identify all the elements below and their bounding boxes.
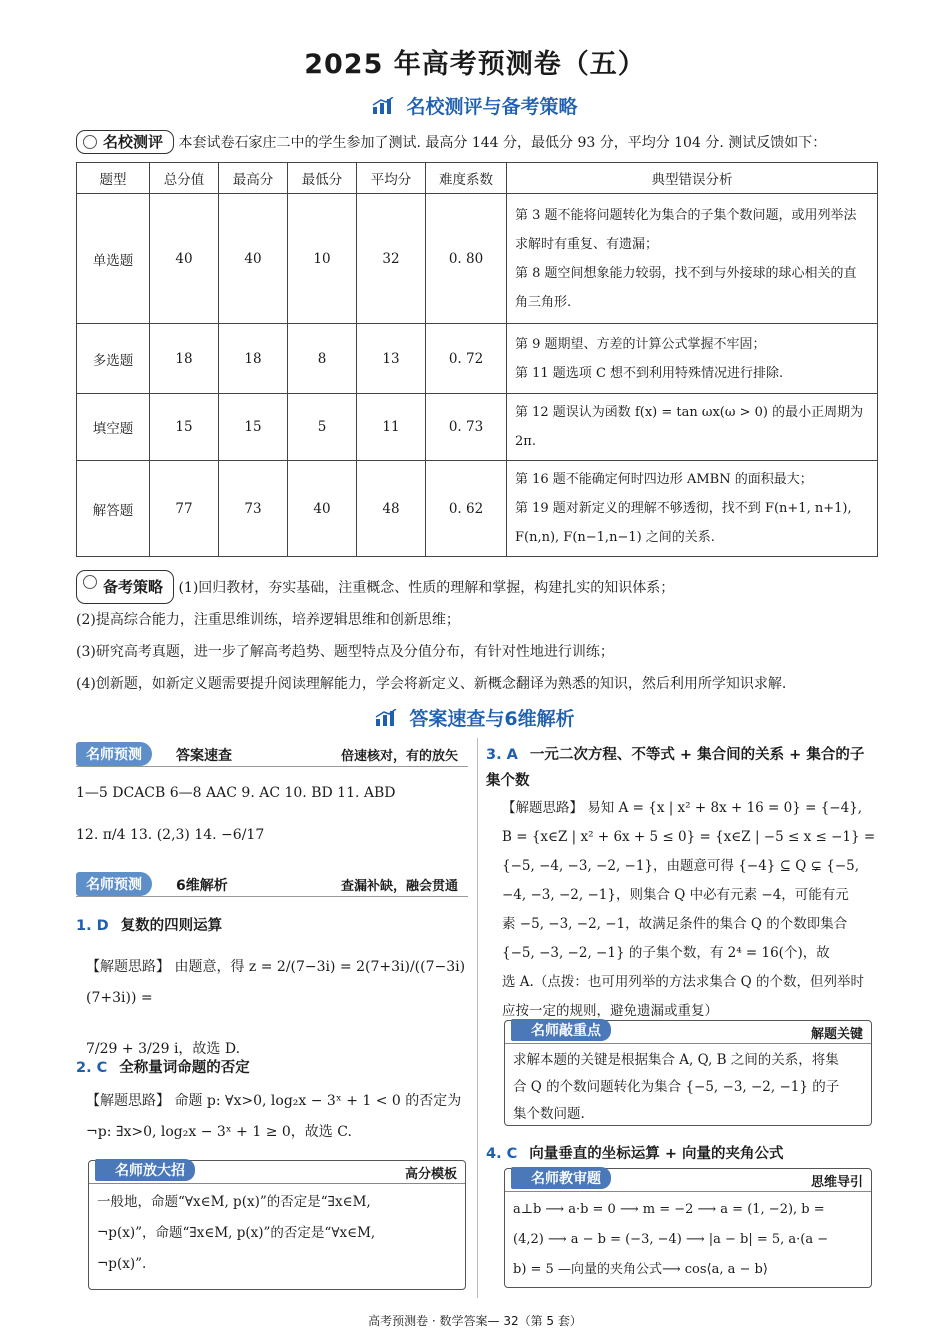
tip-box-header [89, 1161, 465, 1184]
chart-icon [372, 97, 394, 115]
tip-line: a⊥b ⟶ a·b = 0 ⟶ m = −2 ⟶ a = (1, −2), b = [513, 1202, 825, 1217]
tip-box-right: 思维导引 [810, 1175, 863, 1190]
tip-box-name: 名师放大招 [95, 1159, 195, 1181]
analysis-line: 第 16 题不能确定何时四边形 AMBN 的面积最大； [515, 472, 813, 487]
section-title-evaluation [0, 92, 950, 119]
q3-heading [486, 742, 878, 794]
table-header: 题型 [77, 163, 150, 194]
cell-avg: 48 [357, 461, 426, 557]
answers-line-1: 1—5 DCACB 6—8 AAC 9. AC 10. BD 11. ABD [76, 785, 396, 801]
cell-difficulty: 0. 72 [426, 324, 507, 394]
six-pill: 名师预测 [76, 872, 152, 896]
strategy-tag: 备考策略 [76, 570, 174, 604]
cell-type: 单选题 [77, 194, 150, 324]
q3-line: 选 A.（点拨：也可用列举的方法求集合 Q 的个数，但列举时 [502, 974, 864, 990]
cell-max: 18 [219, 324, 288, 394]
q2-topic: 全称量词命题的否定 [119, 1060, 250, 1076]
q4-topic: 向量垂直的坐标运算 + 向量的夹角公式 [529, 1146, 784, 1162]
cell-min: 8 [288, 324, 357, 394]
cell-analysis [507, 394, 878, 461]
q4-number: 4. C [486, 1146, 518, 1162]
tip-box-qiao [504, 1020, 872, 1126]
cell-avg: 11 [357, 394, 426, 461]
q3-line: 【解题思路】 易知 A = {x | x² + 8x + 16 = 0} = {−4}, [502, 800, 863, 816]
q3-line: B = {x∈Z | x² + 6x + 5 ≤ 0} = {x∈Z | −5 ≤ x ≤ −1} = [502, 829, 876, 845]
q3-body [502, 794, 880, 1026]
page-title: 2025 年高考预测卷（五） [304, 49, 646, 80]
cell-avg: 32 [357, 194, 426, 324]
page-footer: 高考预测卷 · 数学答案— 32（第 5 套） [368, 1314, 582, 1328]
tip-box-dazhao [88, 1160, 466, 1290]
table-row [77, 194, 878, 324]
strategy-item: (2)提高综合能力，注重思维训练，培养逻辑思维和创新思维； [76, 612, 460, 628]
section-title-answers [0, 704, 950, 731]
q1-topic: 复数的四则运算 [120, 918, 223, 934]
tip-line: ¬p(x)”，命题“∃x∈M, p(x)”的否定是“∀x∈M, [97, 1225, 376, 1241]
cell-max: 73 [219, 461, 288, 557]
tip-box-body [513, 1195, 863, 1285]
tip-box-header [505, 1021, 871, 1044]
six-right: 查漏补缺，融会贯通 [340, 879, 458, 894]
tip-box-right: 高分模板 [404, 1167, 457, 1182]
strategy-item: (1)回归教材，夯实基础，注重概念、性质的理解和掌握，构建扎实的知识体系； [178, 580, 675, 596]
cell-total: 77 [150, 461, 219, 557]
tip-line: 集个数问题. [513, 1106, 585, 1122]
table-row [77, 394, 878, 461]
table-row [77, 324, 878, 394]
q1-body [86, 952, 470, 1065]
cell-type: 多选题 [77, 324, 150, 394]
q3-line: −4, −3, −2, −1}，则集合 Q 中必有元素 −4，可能有元 [502, 887, 849, 903]
q2-line: 【解题思路】 命题 p: ∀x>0, log₂x − 3ˣ + 1 < 0 的否定为 [86, 1093, 462, 1109]
strategy-item: (3)研究高考真题，进一步了解高考趋势、题型特点及分值分布，有针对性地进行训练； [76, 644, 614, 660]
tip-line: 求解本题的关键是根据集合 A, Q, B 之间的关系，将集 [513, 1052, 839, 1068]
tip-box-name: 名师教审题 [511, 1167, 611, 1189]
q3-line: {−5, −3, −2, −1} 的子集个数，有 2⁴ = 16(个)，故 [502, 945, 830, 961]
cell-type: 填空题 [77, 394, 150, 461]
tip-line: 合 Q 的个数问题转化为集合 {−5, −3, −2, −1} 的子 [513, 1079, 840, 1095]
six-label: 6维解析 [176, 878, 228, 894]
answers-line-2: 12. π/4 13. (2,3) 14. −6/17 [76, 827, 265, 843]
tip-box-body [513, 1047, 863, 1128]
q2-heading [76, 1056, 250, 1077]
table-header: 平均分 [357, 163, 426, 194]
table-header-row [77, 163, 878, 194]
tip-box-header [505, 1169, 871, 1192]
quick-right: 倍速核对，有的放矢 [340, 749, 458, 764]
cell-avg: 13 [357, 324, 426, 394]
q2-body [86, 1086, 470, 1148]
six-dim-bar [76, 872, 468, 897]
chart-icon [375, 709, 397, 727]
cell-analysis [507, 324, 878, 394]
column-divider [477, 738, 478, 1298]
tip-box-right: 解题关键 [810, 1027, 863, 1042]
q1-number: 1. D [76, 918, 109, 934]
eval-intro-text: 本套试卷石家庄二中的学生参加了测试. 最高分 144 分，最低分 93 分，平均分 104 分. 测试反馈如下： [178, 135, 827, 151]
q1-line: 7/29 + 3/29 i，故选 D. [86, 1041, 241, 1057]
table-header: 最低分 [288, 163, 357, 194]
strategy-item: (4)创新题，如新定义题需要提升阅读理解能力，学会将新定义、新概念翻译为熟悉的知识，然后利用所学知识求解. [76, 676, 787, 692]
cell-total: 40 [150, 194, 219, 324]
tip-box-name: 名师敲重点 [511, 1019, 611, 1041]
q3-number: 3. A [486, 747, 518, 763]
cell-total: 15 [150, 394, 219, 461]
strategy-block [76, 570, 876, 700]
analysis-line: 第 19 题对新定义的理解不够透彻，找不到 F(n+1, n+1), F(n,n), F(n−1,n−1) 之间的关系. [515, 501, 852, 545]
q3-topic: 一元二次方程、不等式 + 集合间的关系 + 集合的子集个数 [486, 747, 865, 789]
tip-box-shen [504, 1168, 872, 1288]
section-title-text: 名校测评与备考策略 [406, 96, 578, 118]
analysis-line: 第 3 题不能将问题转化为集合的子集个数问题，或用列举法求解时有重复、有遗漏； [515, 207, 857, 252]
analysis-line: 第 9 题期望、方差的计算公式掌握不牢固； [515, 336, 766, 352]
table-row [77, 461, 878, 557]
cell-max: 15 [219, 394, 288, 461]
quick-pill: 名师预测 [76, 742, 152, 766]
cell-analysis [507, 194, 878, 324]
cell-min: 5 [288, 394, 357, 461]
table-header: 总分值 [150, 163, 219, 194]
cell-max: 40 [219, 194, 288, 324]
table-header: 典型错误分析 [507, 163, 878, 194]
quick-answers-bar [76, 742, 468, 767]
q3-line: {−5, −4, −3, −2, −1}，由题意可得 {−4} ⊆ Q ⊊ {−5, [502, 858, 860, 874]
eval-tag: 名校测评 [76, 130, 174, 154]
cell-difficulty: 0. 80 [426, 194, 507, 324]
evaluation-table [76, 162, 878, 557]
q1-line: 【解题思路】 由题意，得 z = 2/(7−3i) = 2(7+3i)/((7−3i)(7+3i)) = [86, 959, 466, 1006]
tip-line: b) = 5 —向量的夹角公式⟶ cos⟨a, a − b⟩ [513, 1262, 768, 1277]
q4-heading [486, 1142, 784, 1163]
tip-line: (4,2) ⟶ a − b = (−3, −4) ⟶ |a − b| = 5, a·(a − [513, 1232, 829, 1247]
q3-line: 素 −5, −3, −2, −1，故满足条件的集合 Q 的个数即集合 [502, 916, 848, 932]
analysis-line: 第 11 题选项 C 想不到利用特殊情况进行排除. [515, 365, 784, 381]
cell-total: 18 [150, 324, 219, 394]
table-header: 难度系数 [426, 163, 507, 194]
tip-line: 一般地，命题“∀x∈M, p(x)”的否定是“∃x∈M, [97, 1194, 371, 1210]
q3-line: 应按一定的规则，避免遗漏或重复） [502, 1003, 718, 1019]
tip-line: ¬p(x)”. [97, 1256, 147, 1272]
analysis-line: 第 12 题误认为函数 f(x) = tan ωx(ω > 0) 的最小正周期为 2π. [515, 405, 864, 449]
cell-min: 40 [288, 461, 357, 557]
quick-label: 答案速查 [176, 748, 232, 764]
section-title-text: 答案速查与6维解析 [409, 708, 575, 730]
cell-difficulty: 0. 62 [426, 461, 507, 557]
cell-analysis [507, 461, 878, 557]
eval-intro [76, 130, 876, 154]
q2-line: ¬p: ∃x>0, log₂x − 3ˣ + 1 ≥ 0，故选 C. [86, 1124, 352, 1140]
q1-heading [76, 914, 222, 935]
analysis-line: 第 8 题空间想象能力较弱，找不到与外接球的球心相关的直角三角形. [515, 265, 857, 310]
cell-min: 10 [288, 194, 357, 324]
q2-number: 2. C [76, 1060, 108, 1076]
cell-difficulty: 0. 73 [426, 394, 507, 461]
cell-type: 解答题 [77, 461, 150, 557]
table-header: 最高分 [219, 163, 288, 194]
tip-box-body [97, 1187, 457, 1280]
